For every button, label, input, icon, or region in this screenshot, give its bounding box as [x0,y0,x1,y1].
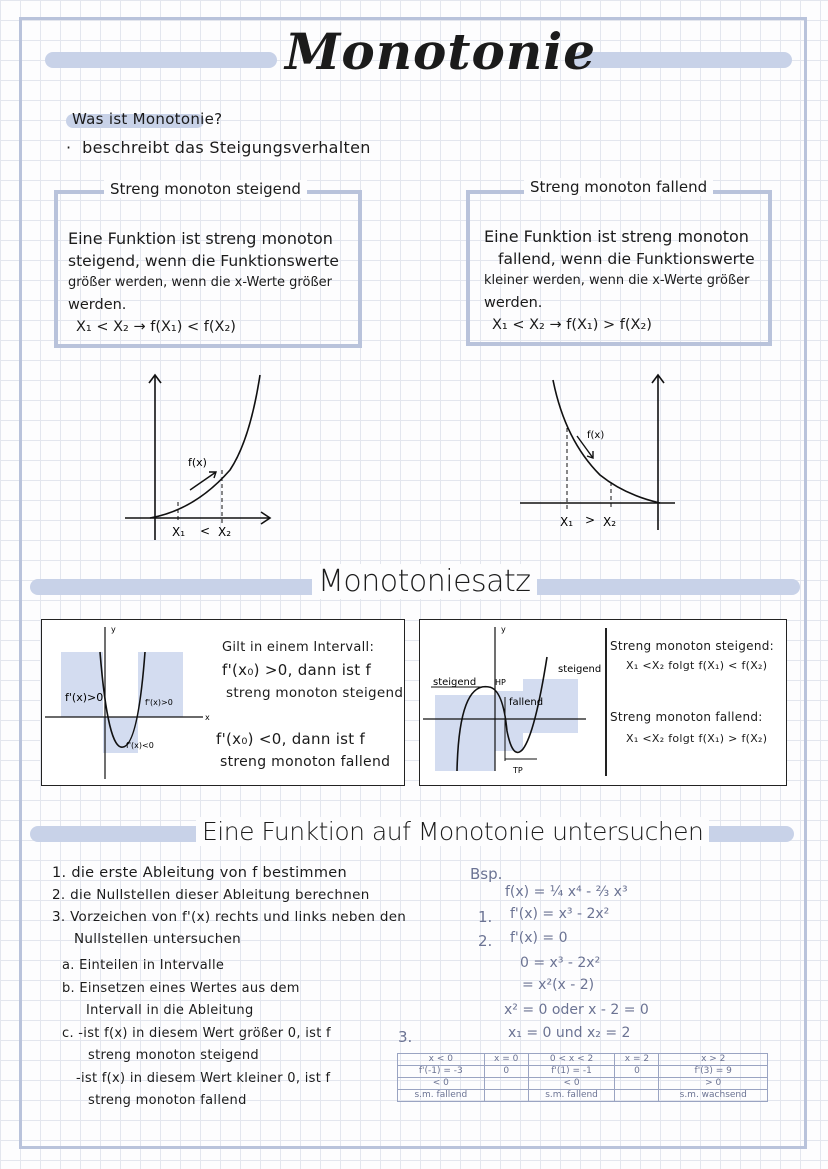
title-highlight-left [45,52,277,68]
satz-left-graph [43,621,223,784]
substep-item: c. -ist f(x) in diesem Wert größer 0, ist f [62,1025,331,1041]
interval-left-fill [61,652,103,717]
sign-table-row [398,1066,768,1078]
table-cell: s.m. fallend [398,1090,485,1102]
rule-title: Streng monoton fallend: [610,710,763,724]
rule-increasing [610,636,774,676]
satz-left-text1 [222,636,403,705]
sign-table-row [398,1054,768,1066]
decreasing-label: Streng monoton fallend [524,178,713,196]
example-derivative: f'(x) = x³ - 2x² [510,906,610,922]
table-cell: > 0 [659,1078,768,1090]
table-cell: x = 0 [484,1054,528,1066]
increasing-line: Eine Funktion ist streng monoton [68,229,333,248]
example-label: Bsp. [470,865,503,883]
x2-label: X₂ [218,525,232,539]
step-item: 2. die Nullstellen dieser Ableitung berechnen [52,887,370,903]
decreasing-line: fallend, wenn die Funktionswerte [498,250,755,268]
increasing-curve [150,375,260,518]
table-cell: < 0 [528,1078,615,1090]
tag-hp: HP [495,678,506,687]
example-line2: = x²(x - 2) [522,977,595,993]
table-cell: s.m. fallend [528,1090,615,1102]
satz-left-line: Gilt in einem Intervall: [222,640,375,655]
decreasing-curve [553,380,660,503]
tag-right: f'(x)>0 [145,698,173,707]
table-cell: x = 2 [615,1054,659,1066]
decreasing-graph [515,360,685,550]
substep-item: a. Einteilen in Intervalle [62,958,225,973]
satz-heading: Monotoniesatz [312,564,537,599]
y-axis-name: y [111,625,116,634]
table-cell [615,1078,659,1090]
sign-table-row [398,1090,768,1102]
example-zero: f'(x) = 0 [510,930,568,946]
page-title: Monotonie [285,22,597,81]
intro-question: Was ist Monotonie? [72,110,223,128]
table-cell: 0 [615,1066,659,1078]
increasing-graph [110,360,280,550]
table-cell: f'(3) = 9 [659,1066,768,1078]
substep-item: b. Einsetzen eines Wertes aus dem [62,980,300,996]
table-cell [484,1090,528,1102]
substep-item: streng monoton steigend [88,1048,259,1063]
rules-divider [605,628,607,776]
untersuchen-heading: Eine Funktion auf Monotonie untersuchen [196,817,709,846]
table-cell: 0 < x < 2 [528,1054,615,1066]
increasing-formula: X₁ < X₂ → f(X₁) < f(X₂) [76,319,236,335]
table-cell: f'(-1) = -3 [398,1066,485,1078]
example-line1: 0 = x³ - 2x² [520,955,601,971]
decreasing-line: kleiner werden, wenn die x-Werte größer [484,273,750,288]
satz-left-text2 [216,728,390,774]
table-cell [484,1078,528,1090]
tag-fallend: fallend [509,697,544,708]
sign-table-row [398,1078,768,1090]
satz-left-line: f'(x₀) <0, dann ist f [216,730,366,748]
tag-tp: TP [513,766,523,775]
table-cell: 0 [484,1066,528,1078]
decreasing-line: werden. [484,295,543,311]
substep-item: Intervall in die Ableitung [86,1003,254,1018]
increasing-line: steigend, wenn die Funktionswerte [68,252,339,270]
x2-label: X₂ [603,515,617,529]
satz-right-graph [421,621,601,784]
tag-steigend-left: steigend [433,677,477,688]
steps-list [52,862,406,950]
substep-item: streng monoton fallend [88,1093,247,1108]
example-line4: x₁ = 0 und x₂ = 2 [508,1025,631,1041]
example-function: f(x) = ¼ x⁴ - ⅔ x³ [505,884,628,900]
satz-left-line: f'(x₀) >0, dann ist f [222,661,372,679]
rule-text: X₁ <X₂ folgt f(X₁) < f(X₂) [626,659,768,672]
table-cell: x < 0 [398,1054,485,1066]
fx-label: f(x) [587,430,605,441]
rule-text: X₁ <X₂ folgt f(X₁) > f(X₂) [626,732,768,745]
intro-bullet-text: beschreibt das Steigungsverhalten [82,138,371,157]
example-num2: 2. [478,932,493,950]
increasing-line: größer werden, wenn die x-Werte größer [68,275,332,290]
increasing-label: Streng monoton steigend [104,180,307,198]
sign-table [397,1053,768,1102]
step-item: 1. die erste Ableitung von f bestimmen [52,865,347,881]
decreasing-text [484,226,772,336]
rule-title: Streng monoton steigend: [610,639,774,653]
x1-label: X₁ [172,525,186,539]
y-axis-name: y [501,625,506,634]
table-cell: f'(1) = -1 [528,1066,615,1078]
x1-label: X₁ [560,515,574,529]
rule-decreasing [610,706,767,750]
fx-label: f(x) [188,456,207,469]
table-cell: < 0 [398,1078,485,1090]
increasing-line: werden. [68,297,127,313]
title-highlight-right [572,52,792,68]
example-num3: 3. [398,1028,413,1046]
decreasing-formula: X₁ < X₂ → f(X₁) > f(X₂) [492,317,652,333]
tag-steigend-right: steigend [558,664,601,675]
x-axis-name: x [205,713,210,722]
step-item: 3. Vorzeichen von f'(x) rechts und links neben den [52,909,407,925]
lt-label: < [200,524,211,538]
table-cell: x > 2 [659,1054,768,1066]
step-item: Nullstellen untersuchen [74,931,242,947]
substep-item: -ist f(x) in diesem Wert kleiner 0, ist f [76,1070,331,1086]
increasing-text [68,228,358,338]
tag-left: f'(x)>0 [65,691,104,704]
satz-left-line: streng monoton steigend [226,685,404,701]
satz-left-line: streng monoton fallend [220,754,391,770]
table-cell: s.m. wachsend [659,1090,768,1102]
intro-bullet: · beschreibt das Steigungsverhalten [66,138,371,157]
decreasing-line: Eine Funktion ist streng monoton [484,227,749,246]
tag-middle: f'(x)<0 [126,741,154,750]
gt-label: > [585,513,596,527]
example-line3: x² = 0 oder x - 2 = 0 [504,1002,649,1018]
substeps-list [62,955,331,1113]
table-cell [615,1090,659,1102]
example-num1: 1. [478,908,493,926]
